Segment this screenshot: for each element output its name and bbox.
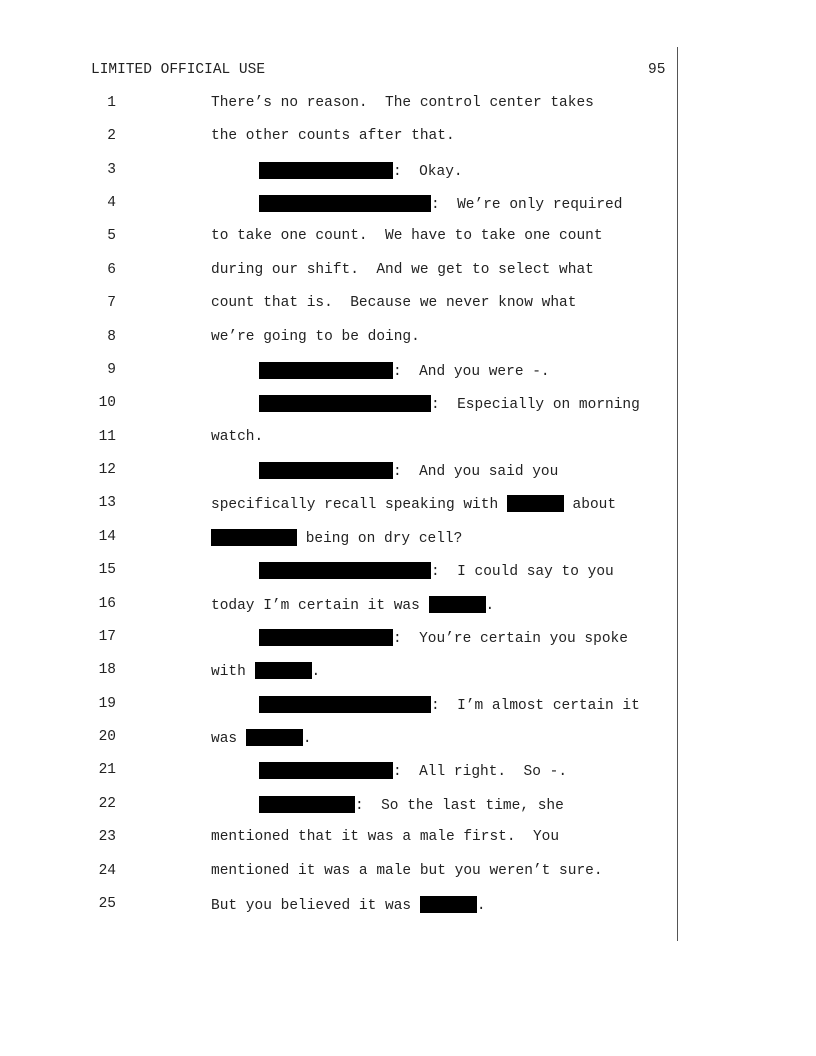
redaction-block	[259, 362, 393, 379]
transcript-line	[0, 362, 816, 382]
line-text	[211, 863, 603, 879]
text-segment: about	[563, 497, 617, 513]
transcript-line	[0, 95, 816, 115]
line-text	[211, 729, 312, 747]
line-number: 5	[107, 228, 116, 244]
line-number: 6	[107, 262, 116, 278]
transcript-line	[0, 329, 816, 349]
text-segment: was	[211, 731, 246, 747]
line-text	[259, 195, 622, 213]
text-segment: But you believed it was	[211, 898, 420, 914]
text-segment: to take one count. We have to take one count	[211, 228, 603, 244]
transcript-line	[0, 228, 816, 248]
redaction-block	[259, 395, 431, 412]
text-segment: : I could say to you	[431, 564, 614, 580]
line-text	[259, 796, 564, 814]
redaction-block	[259, 562, 431, 579]
redaction-block	[246, 729, 303, 746]
text-segment: : And you said you	[393, 464, 559, 480]
redaction-block	[259, 762, 393, 779]
line-number: 23	[98, 829, 116, 845]
text-segment: : All right. So -.	[393, 764, 568, 780]
redaction-block	[259, 796, 355, 813]
line-number: 25	[98, 896, 116, 912]
text-segment: .	[476, 898, 486, 914]
line-text	[259, 395, 640, 413]
line-text	[211, 228, 603, 244]
text-segment: count that is. Because we never know what	[211, 295, 577, 311]
transcript-line	[0, 262, 816, 282]
line-text	[211, 896, 486, 914]
line-number: 7	[107, 295, 116, 311]
classification-header: LIMITED OFFICIAL USE	[91, 62, 266, 78]
line-text	[211, 596, 494, 614]
line-text	[259, 696, 640, 714]
line-number: 21	[98, 762, 116, 778]
redaction-block	[255, 662, 312, 679]
text-segment: with	[211, 664, 255, 680]
transcript-line	[0, 395, 816, 415]
line-number: 4	[107, 195, 116, 211]
line-number: 3	[107, 162, 116, 178]
redaction-block	[211, 529, 297, 546]
line-text	[259, 462, 558, 480]
redaction-block	[259, 629, 393, 646]
transcript-line	[0, 596, 816, 616]
transcript-line	[0, 462, 816, 482]
text-segment: : Okay.	[393, 164, 463, 180]
redaction-block	[507, 495, 564, 512]
text-segment: : You’re certain you spoke	[393, 631, 628, 647]
line-number: 17	[98, 629, 116, 645]
transcript-line	[0, 195, 816, 215]
text-segment: being on dry cell?	[297, 531, 463, 547]
transcript-line	[0, 796, 816, 816]
text-segment: : So the last time, she	[355, 798, 564, 814]
text-segment: .	[485, 598, 495, 614]
line-text	[211, 329, 420, 345]
text-segment: : I’m almost certain it	[431, 698, 640, 714]
transcript-line	[0, 562, 816, 582]
transcript-line	[0, 295, 816, 315]
redaction-block	[259, 162, 393, 179]
line-text	[211, 829, 559, 845]
line-text	[259, 629, 628, 647]
transcript-line	[0, 829, 816, 849]
line-number: 20	[98, 729, 116, 745]
transcript-line	[0, 629, 816, 649]
text-segment: specifically recall speaking with	[211, 497, 507, 513]
line-text	[259, 762, 567, 780]
transcript-line	[0, 696, 816, 716]
line-text	[259, 362, 550, 380]
redaction-block	[259, 696, 431, 713]
text-segment: : Especially on morning	[431, 397, 640, 413]
line-text	[211, 295, 576, 311]
text-segment: during our shift. And we get to select what	[211, 262, 594, 278]
line-number: 24	[98, 863, 116, 879]
line-number: 18	[98, 662, 116, 678]
text-segment: the other counts after that.	[211, 128, 455, 144]
line-text	[211, 95, 594, 111]
line-number: 10	[98, 395, 116, 411]
transcript-line	[0, 762, 816, 782]
redaction-block	[420, 896, 477, 913]
text-segment: mentioned that it was a male first. You	[211, 829, 560, 845]
text-segment: we’re going to be doing.	[211, 329, 420, 345]
line-number: 22	[98, 796, 116, 812]
line-number: 19	[98, 696, 116, 712]
line-number: 8	[107, 329, 116, 345]
text-segment: today I’m certain it was	[211, 598, 429, 614]
transcript-line	[0, 429, 816, 449]
line-text	[211, 128, 455, 144]
line-number: 13	[98, 495, 116, 511]
text-segment: : And you were -.	[393, 364, 550, 380]
line-number: 1	[107, 95, 116, 111]
redaction-block	[429, 596, 486, 613]
transcript-line	[0, 662, 816, 682]
line-text	[259, 562, 614, 580]
page-number: 95	[648, 62, 666, 78]
redaction-block	[259, 195, 431, 212]
transcript-line	[0, 729, 816, 749]
line-number: 11	[98, 429, 116, 445]
text-segment: .	[302, 731, 312, 747]
line-number: 15	[98, 562, 116, 578]
line-text	[211, 662, 320, 680]
text-segment: : We’re only required	[431, 197, 623, 213]
transcript-line	[0, 529, 816, 549]
line-number: 14	[98, 529, 116, 545]
line-number: 9	[107, 362, 116, 378]
line-text	[211, 429, 263, 445]
text-segment: There’s no reason. The control center takes	[211, 95, 594, 111]
redaction-block	[259, 462, 393, 479]
line-text	[211, 262, 594, 278]
transcript-line	[0, 495, 816, 515]
transcript-line	[0, 128, 816, 148]
transcript-line	[0, 896, 816, 916]
transcript-line	[0, 162, 816, 182]
text-segment: mentioned it was a male but you weren’t sure.	[211, 863, 603, 879]
line-number: 2	[107, 128, 116, 144]
text-segment: .	[311, 664, 321, 680]
text-segment: watch.	[211, 429, 264, 445]
line-number: 16	[98, 596, 116, 612]
line-number: 12	[98, 462, 116, 478]
line-text	[259, 162, 463, 180]
line-text	[211, 529, 462, 547]
transcript-line	[0, 863, 816, 883]
line-text	[211, 495, 616, 513]
